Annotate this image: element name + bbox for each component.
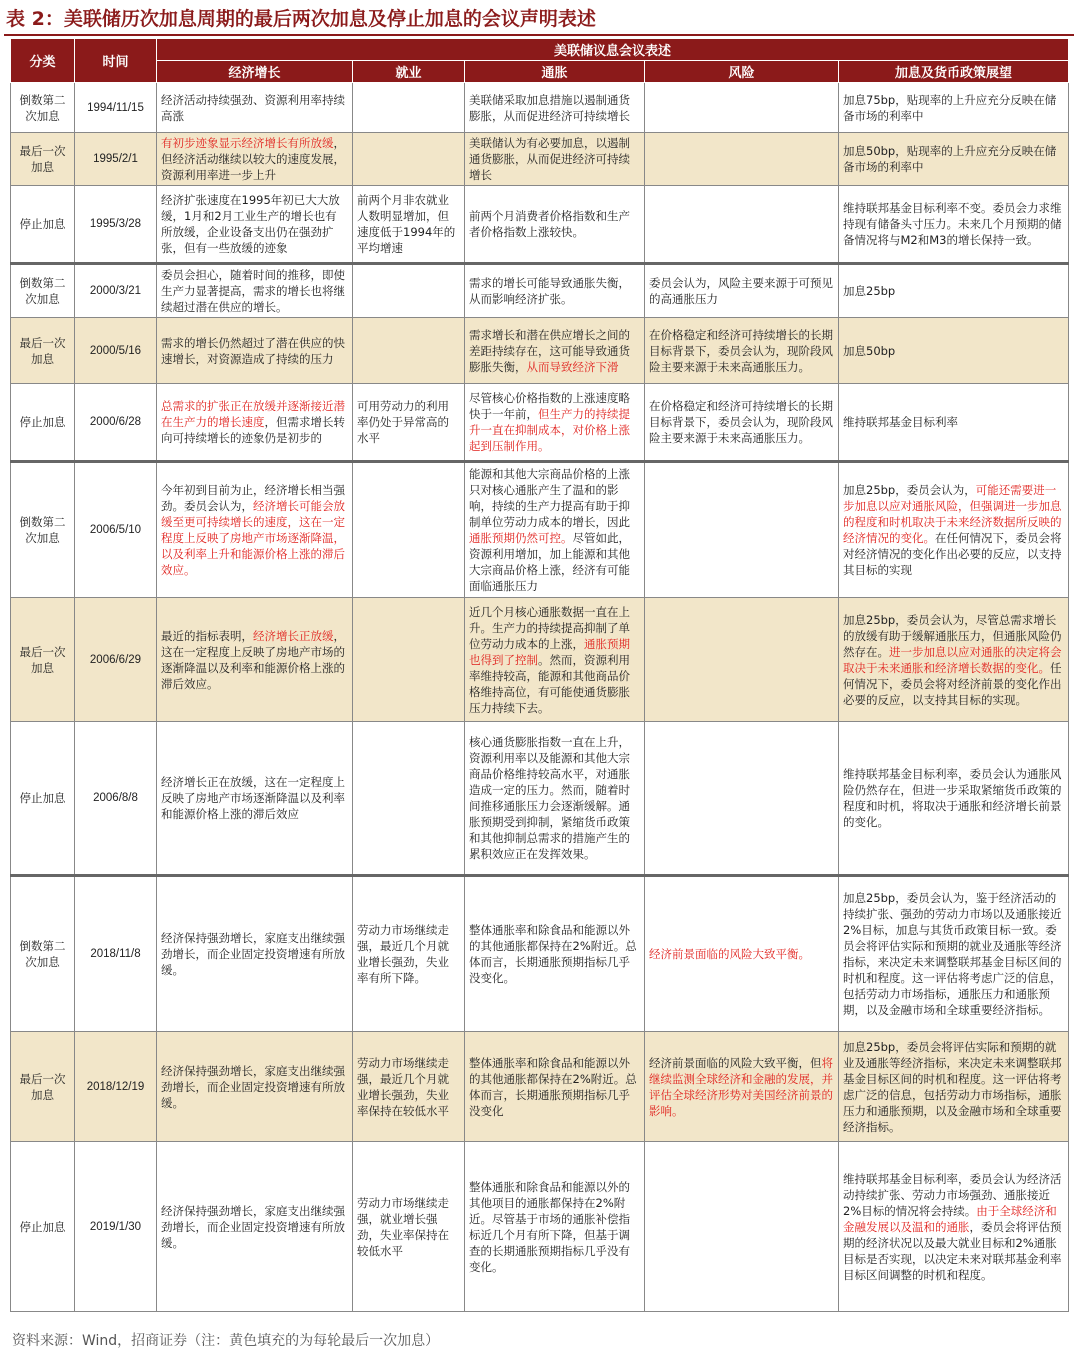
table-title: 表 2：美联储历次加息周期的最后两次加息及停止加息的会议声明表述 — [6, 8, 596, 30]
statement-text: 维持联邦基金目标利率不变。委员会力求维持现有储备头寸压力。未来几个月预期的储备情况将与M2和M3的增长保持一致。 — [843, 201, 1062, 247]
statement-text: 前两个月非农就业人数明显增加，但速度低于1994年的平均增速 — [357, 193, 456, 255]
cell-risk — [645, 1142, 839, 1312]
cell-employment — [353, 876, 465, 1032]
cell-category: 停止加息 — [11, 1142, 75, 1312]
statement-text: 需求的增长仍然超过了潜在供应的快速增长，对资源造成了持续的压力 — [161, 335, 345, 366]
cell-employment — [353, 264, 465, 318]
cell-date: 2000/5/16 — [75, 318, 157, 384]
statement-text: 委员会认为，风险主要来源于可预见的高通胀压力 — [649, 276, 833, 306]
cell-employment — [353, 384, 465, 462]
cell-employment — [353, 318, 465, 384]
cell-risk — [645, 133, 839, 186]
cell-growth — [157, 1032, 353, 1142]
cell-outlook — [839, 1032, 1069, 1142]
table-row — [11, 186, 1069, 264]
cell-date: 2018/11/8 — [75, 876, 157, 1032]
statement-text: 今年初到目前为止，经济增长相当强劲。委员会认为， — [161, 483, 345, 513]
cell-employment — [353, 1032, 465, 1142]
cell-category: 最后一次加息 — [11, 1032, 75, 1142]
cell-category: 最后一次加息 — [11, 133, 75, 186]
highlighted-text: 经济增长正放缓 — [253, 628, 334, 643]
cell-inflation — [465, 133, 645, 186]
statement-text: 加息25bp — [843, 284, 896, 298]
cell-employment — [353, 462, 465, 598]
header-inflation: 通胀 — [465, 61, 645, 83]
statement-text: 加息50bp，贴现率的上升应充分反映在储备市场的利率中 — [843, 144, 1057, 174]
cell-inflation — [465, 318, 645, 384]
highlighted-text: 经济前景面临的风险大致平衡。 — [649, 947, 810, 961]
cell-risk — [645, 462, 839, 598]
cell-category: 倒数第二次加息 — [11, 264, 75, 318]
header-statement-group: 美联储议息会议表述 — [157, 39, 1069, 61]
statement-text: 整体通胀和除食品和能源以外的其他项目的通胀都保持在2%附近。尽管基于市场的通胀补偿指标近几个月有所下降，但基于调查的长期通胀预期指标几乎没有变化。 — [469, 1179, 630, 1274]
statement-text: ，委员会将评估预期的经济状况以及最大就业目标和2%通胀目标是否实现，以决定未来对联邦基金利率目标区间调整的时机和程度。 — [843, 1219, 1062, 1282]
cell-inflation — [465, 83, 645, 133]
cell-category: 最后一次加息 — [11, 318, 75, 384]
cell-employment — [353, 1142, 465, 1312]
cell-category: 最后一次加息 — [11, 598, 75, 722]
cell-risk — [645, 384, 839, 462]
statement-text: 需求的增长可能导致通胀失衡，从而影响经济扩张。 — [469, 276, 630, 306]
header-outlook: 加息及货币政策展望 — [839, 61, 1069, 83]
statement-text: 劳动力市场继续走强，就业增长强劲，失业率保持在较低水平 — [357, 1195, 449, 1258]
cell-inflation — [465, 462, 645, 598]
statement-text: 委员会担心，随着时间的推移，即使生产力显著提高，需求的增长也将继续超过潜在供应的增长。 — [161, 268, 345, 314]
cell-date: 2019/1/30 — [75, 1142, 157, 1312]
cell-growth — [157, 876, 353, 1032]
highlighted-text: 可能还需要进一步加息以应对通胀风险，但强调进一步加息的程度和时机取决于未来经济数据所反映的经济情况的变化。 — [843, 483, 1062, 545]
cell-growth — [157, 384, 353, 462]
cell-employment — [353, 722, 465, 876]
statement-text: 经济前景面临的风险大致平衡，但 — [649, 1055, 822, 1070]
cell-category: 倒数第二次加息 — [11, 876, 75, 1032]
statement-text: 任何情况下，委员会将对经济前景的变化作出必要的反应，以支持其目标的实现。 — [843, 660, 1062, 707]
cell-employment — [353, 598, 465, 722]
title-divider — [4, 34, 1074, 36]
statement-text: 在价格稳定和经济可持续增长的长期目标背景下，委员会认为，现阶段风险主要来源于未来高通胀压力。 — [649, 327, 833, 374]
statement-text: 维持联邦基金目标利率，委员会认为经济活动持续扩张、劳动力市场强劲、通胀接近2%目标的情况将会持续。 — [843, 1171, 1062, 1218]
statement-text: 加息25bp，委员会认为， — [843, 483, 976, 497]
header-employment: 就业 — [353, 61, 465, 83]
cell-growth — [157, 318, 353, 384]
cell-inflation — [465, 384, 645, 462]
cell-employment — [353, 133, 465, 186]
table-row — [11, 462, 1069, 598]
cell-risk — [645, 186, 839, 264]
statement-text: 最近的指标表明， — [161, 628, 253, 643]
cell-date: 2006/6/29 — [75, 598, 157, 722]
cell-outlook — [839, 83, 1069, 133]
statement-text: 美联储认为有必要加息，以遏制通货膨胀，从而促进经济可持续增长 — [469, 136, 630, 182]
table-row — [11, 722, 1069, 876]
source-note: 资料来源：Wind，招商证券（注：黄色填充的为每轮最后一次加息） — [12, 1333, 440, 1349]
cell-outlook — [839, 318, 1069, 384]
statement-text: 经济增长正在放缓，这在一定程度上反映了房地产市场逐渐降温以及利率和能源价格上涨的滞后效应 — [161, 775, 345, 821]
statement-text: 。然而，资源利用率维持较高，能源和其他商品价格维持高位，有可能使通货膨胀压力持续下去。 — [469, 652, 630, 715]
cell-category: 停止加息 — [11, 186, 75, 264]
cell-risk — [645, 264, 839, 318]
table-row — [11, 264, 1069, 318]
statement-text: 劳动力市场继续走强，最近几个月就业增长强劲，失业率有所下降。 — [357, 923, 449, 985]
cell-category: 停止加息 — [11, 722, 75, 876]
header-growth: 经济增长 — [157, 61, 353, 83]
statement-text: 维持联邦基金目标利率，委员会认为通胀风险仍然存在，但进一步采取紧缩货币政策的程度和时机，将取决于通胀和经济增长前景的变化。 — [843, 767, 1062, 829]
highlighted-text: 但生产力的持续提升一直在抑制成本，对价格上涨起到压制作用。 — [469, 407, 630, 453]
header-time: 时间 — [75, 39, 157, 83]
statement-text: 加息75bp，贴现率的上升应充分反映在储备市场的利率中 — [843, 92, 1057, 123]
table-row — [11, 1142, 1069, 1312]
cell-growth — [157, 186, 353, 264]
cell-growth — [157, 1142, 353, 1312]
statement-text: 美联储采取加息措施以遏制通货膨胀，从而促进经济可持续增长 — [469, 92, 630, 123]
cell-date: 2018/12/19 — [75, 1032, 157, 1142]
statement-text: ，但经济活动继续以较大的速度发展，资源利用率进一步上升 — [161, 136, 345, 182]
statement-text: 前两个月消费者价格指数和生产者价格指数上涨较快。 — [469, 209, 630, 239]
statement-text: 加息25bp，委员会认为，尽管总需求增长的放缓有助于缓解通胀压力，但通胀风险仍然存在。 — [843, 612, 1062, 659]
highlighted-text: 经济增长可能会放缓至更可持续增长的速度，这在一定程度上反映了房地产市场逐渐降温，以及利率上升和能源价格上涨的滞后效应。 — [161, 499, 345, 577]
statement-text: 核心通货膨胀指数一直在上升，资源利用率以及能源和其他大宗商品价格维持较高水平，对通胀造成一定的压力。然而，随着时间推移通胀压力会逐渐缓解。通胀预期受到抑制，紧缩货币政策和其他抑制总需求的措施产生的累积效应正在发挥效果。 — [469, 735, 630, 861]
cell-growth — [157, 462, 353, 598]
statement-text: 在任何情况下，委员会将对经济情况的变化作出必要的反应，以支持其目标的实现 — [843, 531, 1062, 577]
statement-text: 经济保持强劲增长，家庭支出继续强劲增长，而企业固定投资增速有所放缓。 — [161, 1063, 345, 1110]
cell-inflation — [465, 722, 645, 876]
cell-date: 2006/8/8 — [75, 722, 157, 876]
cell-risk — [645, 83, 839, 133]
highlighted-text: 从而导致经济下滑 — [526, 359, 619, 374]
cell-date: 1994/11/15 — [75, 83, 157, 133]
highlighted-text: 有初步迹象显示经济增长有所放缓 — [161, 136, 334, 150]
cell-inflation — [465, 876, 645, 1032]
statement-text: 经济保持强劲增长，家庭支出继续强劲增长，而企业固定投资增速有所放缓。 — [161, 931, 345, 977]
cell-risk — [645, 318, 839, 384]
cell-growth — [157, 598, 353, 722]
cell-inflation — [465, 1142, 645, 1312]
cell-date: 2000/3/21 — [75, 264, 157, 318]
cell-outlook — [839, 598, 1069, 722]
cell-outlook — [839, 264, 1069, 318]
cell-outlook — [839, 384, 1069, 462]
statement-text: 整体通胀率和除食品和能源以外的其他通胀都保持在2%附近。总体而言，长期通胀预期指标几乎没变化。 — [469, 923, 637, 985]
statement-text: 能源和其他大宗商品价格的上涨只对核心通胀产生了温和的影响，持续的生产力提高有助于抑制单位劳动力成本的增长，因此 — [469, 467, 630, 529]
statement-text: 可用劳动力的利用率仍处于异常高的水平 — [357, 399, 449, 445]
highlighted-text: 通胀预期仍然可控。 — [469, 531, 573, 545]
header-category: 分类 — [11, 39, 75, 83]
cell-growth — [157, 83, 353, 133]
cell-inflation — [465, 598, 645, 722]
cell-date: 1995/2/1 — [75, 133, 157, 186]
statement-text: 整体通胀率和除食品和能源以外的其他通胀都保持在2%附近。总体而言，长期通胀预期指标几乎没变化 — [469, 1055, 637, 1118]
cell-outlook — [839, 876, 1069, 1032]
cell-growth — [157, 264, 353, 318]
cell-risk — [645, 722, 839, 876]
statement-text: ，这在一定程度上反映了房地产市场的逐渐降温以及利率和能源价格上涨的滞后效应。 — [161, 628, 345, 691]
cell-outlook — [839, 186, 1069, 264]
statement-text: 加息25bp，委员会认为，鉴于经济活动的持续扩张、强劲的劳动力市场以及通胀接近2%目标，加息与其货币政策目标一致。委员会将评估实际和预期的就业及通胀等经济指标，来决定未来调整联邦基金目标区间的时机和程度。这一评估将考虑广泛的信息，包括劳动力市场指标，通胀压力和通胀预期，以及金融市场和全球重要经济指标。 — [843, 891, 1062, 1017]
statement-text: 加息25bp，委员会将评估实际和预期的就业及通胀等经济指标，来决定未来调整联邦基金目标区间的时机和程度。这一评估将考虑广泛的信息，包括劳动力市场指标，通胀压力和通胀预期，以及金融市场和全球重要经济指标。 — [843, 1039, 1062, 1134]
cell-growth — [157, 133, 353, 186]
statement-text: 尽管如此，资源利用增加，加上能源和其他大宗商品价格上涨，经济有可能面临通胀压力 — [469, 531, 630, 593]
statement-text: 劳动力市场继续走强，最近几个月就业增长强劲，失业率保持在较低水平 — [357, 1055, 449, 1118]
statement-text: 经济活动持续强劲、资源利用率持续高涨 — [161, 92, 345, 123]
table-row — [11, 1032, 1069, 1142]
statement-text: 经济保持强劲增长，家庭支出继续强劲增长，而企业固定投资增速有所放缓。 — [161, 1203, 345, 1250]
fomc-statement-table — [10, 38, 1069, 1312]
cell-category: 倒数第二次加息 — [11, 83, 75, 133]
statement-text: 近几个月核心通胀数据一直在上升。生产力的持续提高抑制了单位劳动力成本的上涨， — [469, 604, 630, 651]
cell-date: 1995/3/28 — [75, 186, 157, 264]
highlighted-text: 进一步加息以应对通胀的决定将会取决于未来通胀和经济增长数据的变化。 — [843, 644, 1062, 675]
table-row — [11, 598, 1069, 722]
cell-outlook — [839, 722, 1069, 876]
cell-inflation — [465, 186, 645, 264]
highlighted-text: 总需求的扩张正在放缓并逐渐接近潜在生产力的增长速度 — [161, 399, 345, 429]
statement-text: ，但需求增长转向可持续增长的迹象仍是初步的 — [161, 415, 345, 445]
cell-date: 2000/6/28 — [75, 384, 157, 462]
table-row — [11, 83, 1069, 133]
cell-risk — [645, 598, 839, 722]
cell-date: 2006/5/10 — [75, 462, 157, 598]
table-row — [11, 318, 1069, 384]
cell-outlook — [839, 133, 1069, 186]
cell-outlook — [839, 1142, 1069, 1312]
cell-employment — [353, 186, 465, 264]
cell-inflation — [465, 1032, 645, 1142]
statement-text: 尽管核心价格指数的上涨速度略快于一年前， — [469, 391, 630, 421]
cell-inflation — [465, 264, 645, 318]
cell-risk — [645, 876, 839, 1032]
cell-category: 停止加息 — [11, 384, 75, 462]
highlighted-text: 通胀预期也得到了控制 — [469, 636, 630, 667]
highlighted-text: 将继续监测全球经济和金融的发展，并评估全球经济形势对美国经济前景的影响。 — [649, 1055, 833, 1118]
statement-text: 在价格稳定和经济可持续增长的长期目标背景下，委员会认为，现阶段风险主要来源于未来高通胀压力。 — [649, 399, 833, 445]
table-row — [11, 384, 1069, 462]
statement-text: 维持联邦基金目标利率 — [843, 415, 958, 429]
cell-category: 倒数第二次加息 — [11, 462, 75, 598]
highlighted-text: 由于全球经济和金融发展以及温和的通胀 — [843, 1203, 1057, 1234]
cell-risk — [645, 1032, 839, 1142]
table-row — [11, 133, 1069, 186]
table-row — [11, 876, 1069, 1032]
cell-outlook — [839, 462, 1069, 598]
cell-growth — [157, 722, 353, 876]
statement-text: 加息50bp — [843, 343, 896, 358]
cell-employment — [353, 83, 465, 133]
header-risk: 风险 — [645, 61, 839, 83]
statement-text: 经济扩张速度在1995年初已大大放缓，1月和2月工业生产的增长也有所放缓，企业设备支出仍在强劲扩张，但有一些放缓的迹象 — [161, 193, 340, 255]
statement-text: 需求增长和潜在供应增长之间的差距持续存在，这可能导致通货膨胀失衡， — [469, 327, 630, 374]
